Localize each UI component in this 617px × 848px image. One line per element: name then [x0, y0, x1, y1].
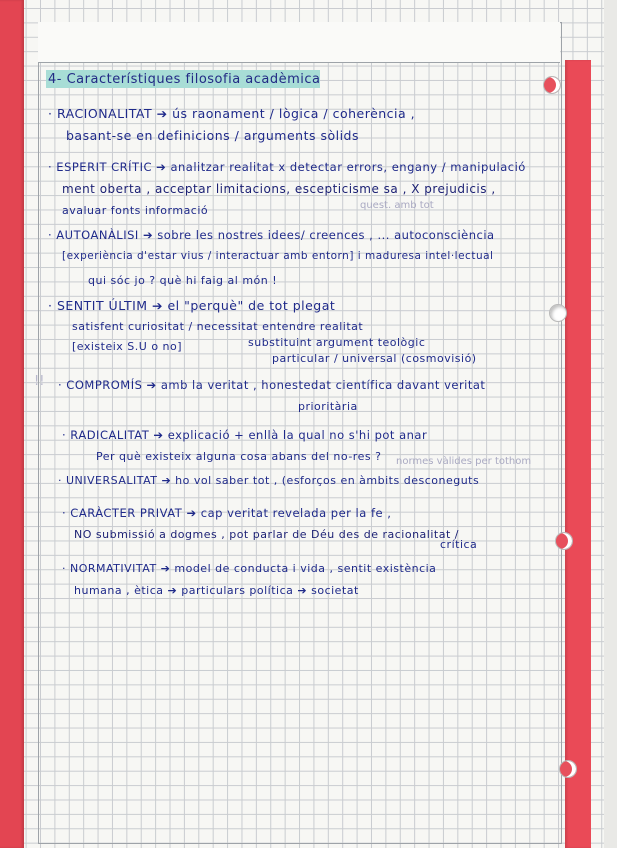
note-line: humana , ètica ➔ particulars política ➔ societat	[74, 584, 359, 597]
red-folder-left	[0, 0, 24, 848]
note-line: qui sóc jo ? què hi faig al món !	[88, 274, 278, 287]
header-box	[38, 22, 560, 63]
note-line: particular / universal (cosmovisió)	[272, 352, 477, 365]
note-line: · ESPERIT CRÍTIC ➔ analitzar realitat x detectar errors, engany / manipulació	[48, 160, 526, 174]
margin-marks: !!	[34, 374, 45, 389]
note-line: Per què existeix alguna cosa abans del no-res ?	[96, 450, 382, 463]
note-line: · RACIONALITAT ➔ ús raonament / lògica / coherència ,	[48, 106, 416, 121]
note-line: substituint argument teològic	[248, 336, 426, 349]
punch-hole	[543, 76, 561, 94]
note-line: satisfent curiositat / necessitat entendre realitat	[72, 320, 364, 333]
note-line: ment oberta , acceptar limitacions, escepticisme sa , X prejudicis ,	[62, 182, 496, 196]
faint-note: normes vàlides per tothom	[396, 456, 532, 467]
faint-note: quest. amb tot	[360, 200, 434, 211]
note-line: · CARÀCTER PRIVAT ➔ cap veritat revelada per la fe ,	[62, 506, 392, 520]
note-line: · UNIVERSALITAT ➔ ho vol saber tot , (esforços en àmbits desconeguts	[58, 474, 480, 487]
punch-hole	[559, 760, 577, 778]
page-title: 4- Característiques filosofia acadèmica	[48, 72, 321, 87]
note-line: prioritària	[298, 400, 358, 413]
note-line: · RADICALITAT ➔ explicació + enllà la qual no s'hi pot anar	[62, 428, 428, 442]
note-line: · COMPROMÍS ➔ amb la veritat , honestedat científica davant veritat	[58, 378, 486, 392]
note-line: basant-se en definicions / arguments sòlids	[66, 128, 360, 143]
note-line: [existeix S.U o no]	[72, 340, 183, 353]
punch-hole	[549, 304, 567, 322]
punch-hole	[555, 532, 573, 550]
red-folder-right	[565, 60, 591, 848]
note-line: · SENTIT ÚLTIM ➔ el "perquè" de tot plegat	[48, 298, 336, 313]
note-line: NO submissió a dogmes , pot parlar de Déu des de racionalitat /	[74, 528, 459, 541]
note-line: · NORMATIVITAT ➔ model de conducta i vida , sentit existència	[62, 562, 437, 575]
note-line: [experiència d'estar vius / interactuar amb entorn] i maduresa intel·lectual	[62, 250, 494, 262]
note-line: · AUTOANÀLISI ➔ sobre les nostres idees/ creences , ... autoconsciència	[48, 228, 495, 242]
note-line: crítica	[440, 538, 478, 551]
note-line: avaluar fonts informació	[62, 204, 209, 217]
